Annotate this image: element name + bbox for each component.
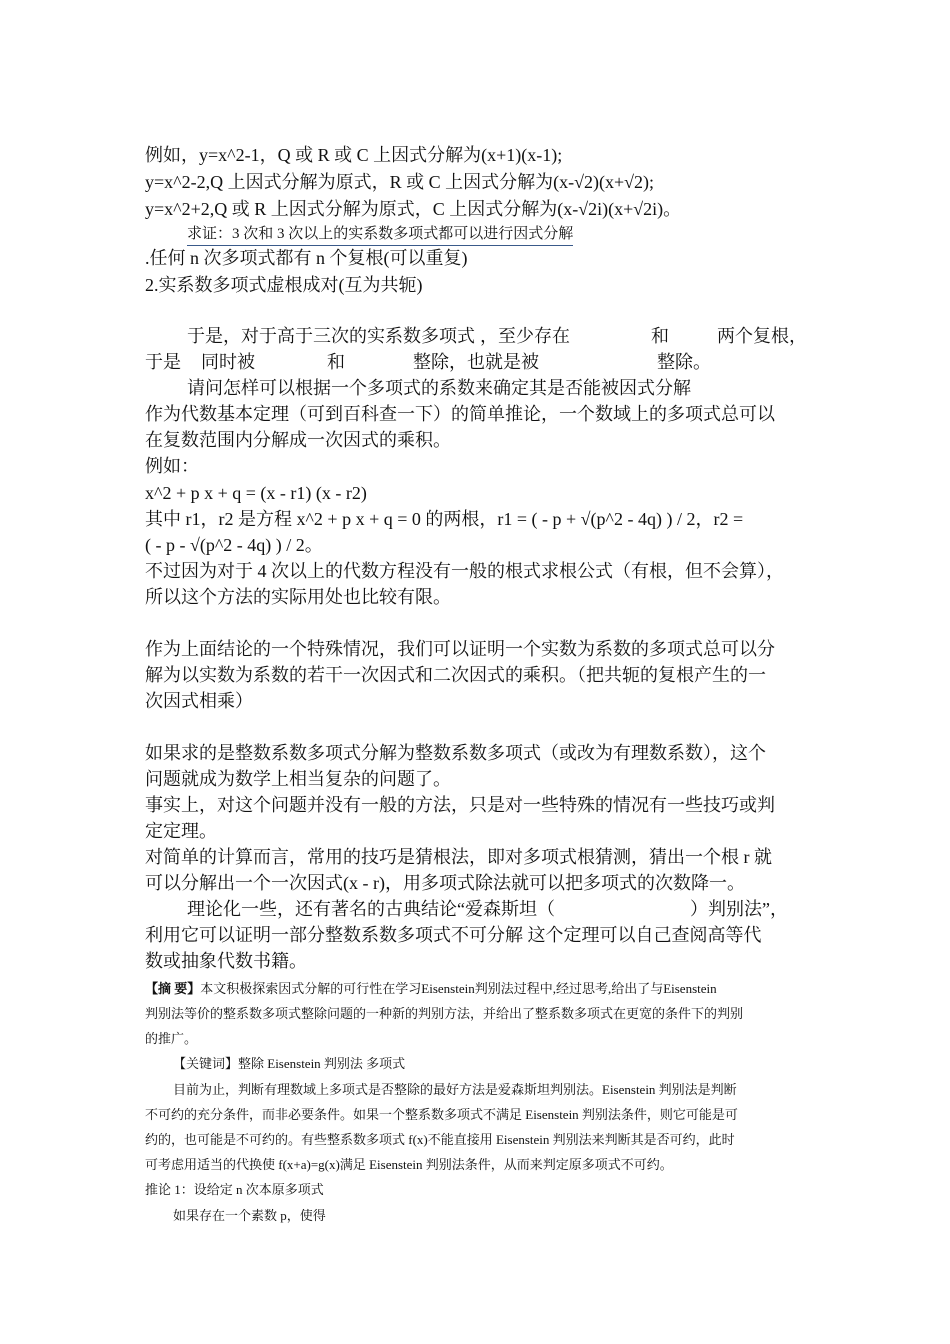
formula-line: x^2 + p x + q = (x - r1) (x - r2) (145, 483, 367, 503)
text-segment: ）判别法”， (690, 899, 788, 919)
text-line: 作为代数基本定理（可到百科查一下）的简单推论，一个数域上的多项式总可以 (145, 404, 775, 424)
text-segment: 同时被 (201, 352, 255, 372)
text-line: 问题就成为数学上相当复杂的问题了。 (145, 769, 451, 789)
text-segment: ，至少存在 (480, 326, 570, 346)
text-segment: 和 (327, 352, 345, 372)
text-line: 如果求的是整数系数多项式分解为整数系数多项式（或改为有理数系数），这个 (145, 743, 766, 763)
keywords-line: 【关键词】整除 Eisenstein 判别法 多项式 (173, 1056, 406, 1071)
abstract-line (145, 979, 717, 999)
text-line: y=x^2+2,Q 或 R 上因式分解为原式，C 上因式分解为(x-√2i)(x+√2i)。 (145, 199, 682, 219)
text-line: 在复数范围内分解成一次因式的乘积。 (145, 430, 451, 450)
abstract-label: 【摘 要】 (145, 981, 201, 996)
text-line: y=x^2-2,Q 上因式分解为原式，R 或 C 上因式分解为(x-√2)(x+√2); (145, 172, 654, 192)
text-line: 的推广。 (145, 1031, 198, 1046)
text-line: 例如： (145, 456, 199, 476)
text-line: 约的，也可能是不可约的。有些整系数多项式 f(x)不能直接用 Eisenstein 判别法来判断其是否可约，此时 (145, 1132, 735, 1147)
text-line: 可考虑用适当的代换使 f(x+a)=g(x)满足 Eisenstein 判别法条件，从而来判定原多项式不可约。 (145, 1157, 673, 1172)
text-segment: 整除。 (657, 352, 711, 372)
text-line: 不过因为对于 4 次以上的代数方程没有一般的根式求根公式（有根，但不会算）， (145, 561, 784, 581)
text-line: 推论 1：设给定 n 次本原多项式 (145, 1182, 324, 1197)
text-line: ( - p - √(p^2 - 4q) ) / 2。 (145, 535, 323, 555)
text-segment: 两个复根， (717, 326, 807, 346)
text-line: 作为上面结论的一个特殊情况，我们可以证明一个实数为系数的多项式总可以分 (145, 639, 775, 659)
text-line: 利用它可以证明一部分整数系数多项式不可分解 这个定理可以自己查阅高等代 (145, 925, 762, 945)
text-line: 数或抽象代数书籍。 (145, 951, 307, 971)
text-line: 不可约的充分条件，而非必要条件。如果一个整系数多项式不满足 Eisenstein 判别法条件，则它可能是可 (145, 1107, 738, 1122)
text-line: .任何 n 次多项式都有 n 个复根(可以重复) (145, 248, 468, 268)
text-line: 如果存在一个素数 p，使得 (173, 1208, 326, 1223)
text-line: 事实上，对这个问题并没有一般的方法，只是对一些特殊的情况有一些技巧或判 (145, 795, 775, 815)
text-line: 可以分解出一个一次因式(x - r)，用多项式除法就可以把多项式的次数降一。 (145, 873, 745, 893)
text-segment: 理论化一些，还有著名的古典结论“爱森斯坦（ (187, 899, 555, 919)
text-segment: 和 (651, 326, 669, 346)
section-title: 求证：3 次和 3 次以上的实系数多项式都可以进行因式分解 (187, 224, 573, 246)
text-segment: 于是，对于高于三次的实系数多项式 (187, 326, 475, 346)
text-line: 判别法等价的整系数多项式整除问题的一种新的判别方法，并给出了整系数多项式在更宽的条件下的判别 (145, 1006, 744, 1021)
text-segment: 于是 (145, 352, 181, 372)
abstract-text: 本文积极探索因式分解的可行性在学习Eisenstein判别法过程中,经过思考,给出了与Eisenstein (200, 981, 717, 996)
text-line: 目前为止，判断有理数域上多项式是否整除的最好方法是爱森斯坦判别法。Eisenstein 判别法是判断 (173, 1082, 737, 1097)
text-line: 其中 r1，r2 是方程 x^2 + p x + q = 0 的两根，r1 = ( - p + √(p^2 - 4q) ) / 2，r2 = (145, 509, 744, 529)
text-line: 所以这个方法的实际用处也比较有限。 (145, 587, 451, 607)
text-line: 次因式相乘） (145, 691, 253, 711)
text-segment: 整除，也就是被 (413, 352, 539, 372)
text-line: 请问怎样可以根据一个多项式的系数来确定其是否能被因式分解 (187, 378, 691, 398)
text-line: 定定理。 (145, 821, 217, 841)
text-line: 对简单的计算而言，常用的技巧是猜根法，即对多项式根猜测，猜出一个根 r 就 (145, 847, 772, 867)
text-line: 例如，y=x^2-1，Q 或 R 或 C 上因式分解为(x+1)(x-1); (145, 145, 563, 165)
text-line: 解为以实数为系数的若干一次因式和二次因式的乘积。（把共轭的复根产生的一 (145, 665, 766, 685)
text-line: 2.实系数多项式虚根成对(互为共轭) (145, 275, 423, 295)
